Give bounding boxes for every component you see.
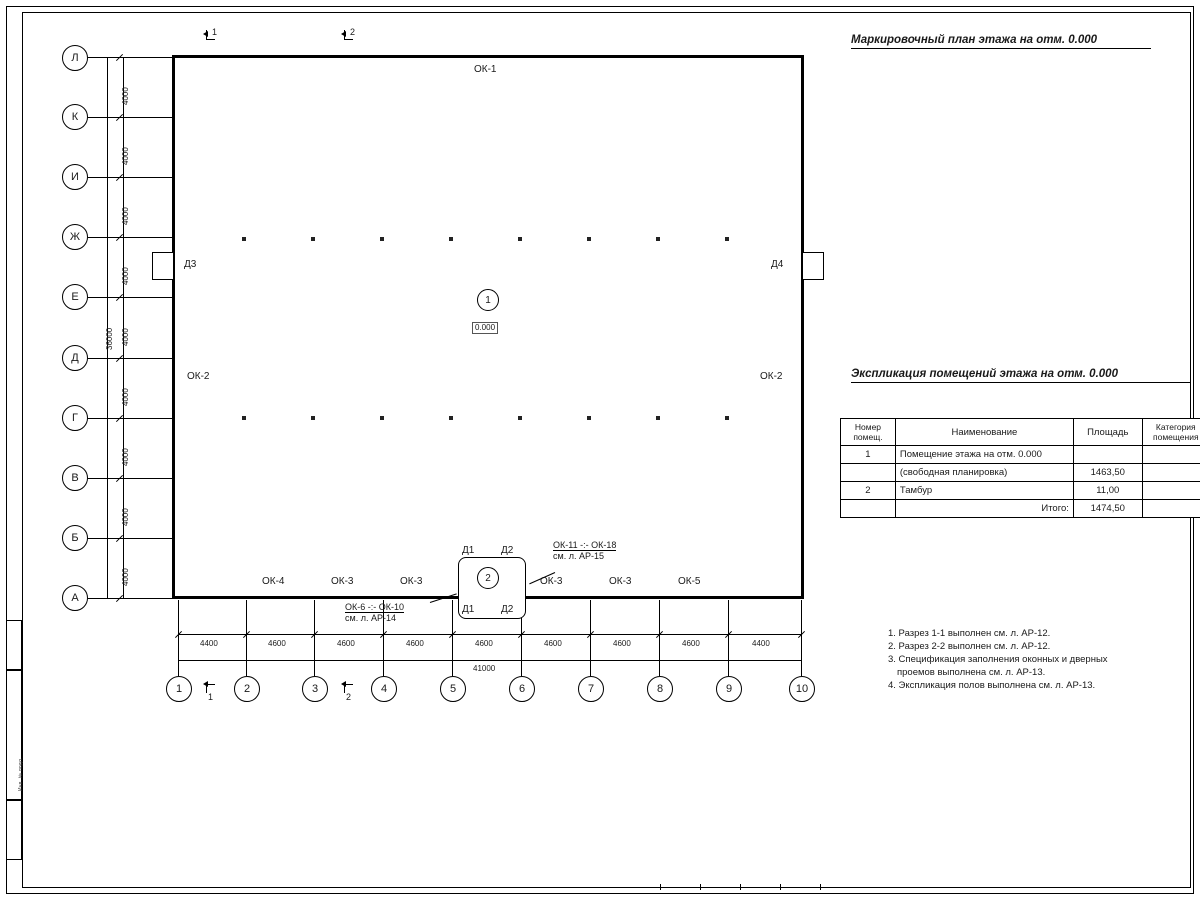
cell-cat-2 — [1142, 482, 1200, 500]
cell-total-blank — [841, 500, 896, 518]
door-label-d4: Д4 — [771, 259, 784, 270]
cell-number-0: 1 — [841, 446, 896, 464]
cell-cat-1 — [1142, 464, 1200, 482]
wall-left — [172, 55, 175, 599]
dim-horizontal-8: 4400 — [752, 639, 770, 648]
dim-vertical-total: 36000 — [105, 327, 114, 350]
stamp-box-2 — [6, 670, 22, 800]
cell-total-label: Итого: — [895, 500, 1073, 518]
door-label-d2-bottom: Д2 — [501, 604, 514, 615]
general-notes — [888, 627, 1108, 692]
wall-right — [801, 55, 804, 599]
section-mark-label-1-top: 1 — [212, 27, 218, 37]
window-label-bottom-2: ОК-3 — [400, 576, 423, 587]
axis-circle-d[interactable]: Д — [62, 345, 88, 371]
window-label-bottom-0: ОК-4 — [262, 576, 285, 587]
door-left-d3 — [152, 252, 174, 280]
dim-vertical-3: 4000 — [121, 267, 130, 285]
room-elevation-main: 0.000 — [472, 322, 498, 334]
sheet-bottom-tick-4 — [780, 884, 781, 890]
dim-horizontal-6: 4600 — [613, 639, 631, 648]
axis-line-5 — [452, 600, 453, 676]
cell-total-cat — [1142, 500, 1200, 518]
axis-line-1 — [178, 600, 179, 676]
column-dot — [656, 416, 660, 420]
section-mark-2-top-arrow — [341, 31, 346, 37]
axis-circle-zh[interactable]: Ж — [62, 224, 88, 250]
table-header-row — [841, 419, 1200, 446]
column-dot — [725, 237, 729, 241]
column-dot — [587, 416, 591, 420]
section-mark-label-2-bottom: 2 — [346, 692, 352, 702]
door-label-d1-top: Д1 — [462, 545, 475, 556]
dim-horizontal-7: 4600 — [682, 639, 700, 648]
axis-circle-a[interactable]: А — [62, 585, 88, 611]
dim-vertical-1: 4000 — [121, 147, 130, 165]
cell-area-2: 11,00 — [1073, 482, 1142, 500]
column-dot — [449, 416, 453, 420]
axis-circle-g[interactable]: Г — [62, 405, 88, 431]
sheet-bottom-tick-3 — [740, 884, 741, 890]
room-marker-tambour[interactable]: 2 — [477, 567, 499, 589]
column-dot — [242, 416, 246, 420]
header-area: Площадь — [1073, 419, 1142, 446]
axis-line-3 — [314, 600, 315, 676]
sheet-bottom-tick-2 — [700, 884, 701, 890]
axis-line-v — [88, 478, 173, 479]
dim-vertical-4: 4000 — [121, 328, 130, 346]
section-mark-1-top-arrow — [203, 31, 208, 37]
dim-horizontal-3: 4600 — [406, 639, 424, 648]
explication-title: Экспликация помещений этажа на отм. 0.000 — [851, 368, 1191, 383]
dim-horizontal-0: 4400 — [200, 639, 218, 648]
dim-horizontal-2: 4600 — [337, 639, 355, 648]
column-dot — [380, 237, 384, 241]
door-label-d2-top: Д2 — [501, 545, 514, 556]
column-dot — [311, 416, 315, 420]
callout-ok11-line2: см. л. АР-15 — [553, 551, 604, 561]
dim-vertical-0: 4000 — [121, 87, 130, 105]
door-label-d1-bottom: Д1 — [462, 604, 475, 615]
axis-circle-9[interactable]: 9 — [716, 676, 742, 702]
explication-table — [840, 418, 1200, 518]
wall-top — [172, 55, 804, 58]
sheet-bottom-tick-1 — [660, 884, 661, 890]
window-label-bottom-5: ОК-5 — [678, 576, 701, 587]
cell-area-1: 1463,50 — [1073, 464, 1142, 482]
section-mark-1-bot-arrow — [203, 681, 208, 687]
note-3: 3. Спецификация заполнения оконных и дверных — [888, 654, 1108, 665]
axis-line-l — [88, 57, 173, 58]
column-dot — [656, 237, 660, 241]
dim-vertical-5: 4000 — [121, 388, 130, 406]
axis-circle-5[interactable]: 5 — [440, 676, 466, 702]
axis-line-8 — [659, 600, 660, 676]
axis-circle-i[interactable]: И — [62, 164, 88, 190]
cell-name-2: Тамбур — [895, 482, 1073, 500]
stamp-label-1: Инв. № подл. — [18, 757, 24, 791]
axis-circle-8[interactable]: 8 — [647, 676, 673, 702]
axis-line-7 — [590, 600, 591, 676]
column-dot — [587, 237, 591, 241]
dim-vertical-6: 4000 — [121, 448, 130, 466]
column-dot — [518, 416, 522, 420]
column-dot — [242, 237, 246, 241]
callout-ok11-line1: ОК-11 -:- ОК-18 — [553, 540, 617, 550]
column-dot — [725, 416, 729, 420]
axis-circle-v[interactable]: В — [62, 465, 88, 491]
axis-circle-b[interactable]: Б — [62, 525, 88, 551]
axis-line-9 — [728, 600, 729, 676]
dim-horizontal-4: 4600 — [475, 639, 493, 648]
cell-total-value: 1474,50 — [1073, 500, 1142, 518]
door-label-d3: Д3 — [184, 259, 197, 270]
sheet-bottom-tick-5 — [820, 884, 821, 890]
window-label-left: ОК-2 — [187, 371, 210, 382]
dim-vertical-7: 4000 — [121, 508, 130, 526]
callout-ok6-line1: ОК-6 -:- ОК-10 — [345, 602, 404, 612]
callout-ok6-ok10 — [345, 602, 404, 623]
table-row — [841, 446, 1200, 464]
column-dot — [449, 237, 453, 241]
axis-circle-6[interactable]: 6 — [509, 676, 535, 702]
dim-vertical-2: 4000 — [121, 207, 130, 225]
cell-name-0: Помещение этажа на отм. 0.000 — [895, 446, 1073, 464]
axis-line-e — [88, 297, 173, 298]
axis-line-i — [88, 177, 173, 178]
axis-line-a — [88, 598, 173, 599]
window-label-right: ОК-2 — [760, 371, 783, 382]
callout-ok6-line2: см. л. АР-14 — [345, 613, 396, 623]
window-label-bottom-4: ОК-3 — [609, 576, 632, 587]
cell-number-1 — [841, 464, 896, 482]
header-category: Категория помещения — [1142, 419, 1200, 446]
dim-chain-horizontal — [178, 634, 802, 635]
axis-circle-k[interactable]: К — [62, 104, 88, 130]
axis-circle-e[interactable]: Е — [62, 284, 88, 310]
axis-line-10 — [801, 600, 802, 676]
section-mark-label-2-top: 2 — [350, 27, 356, 37]
column-dot — [311, 237, 315, 241]
note-2: 2. Разрез 2-2 выполнен см. л. АР-12. — [888, 641, 1051, 652]
cell-cat-0 — [1142, 446, 1200, 464]
window-label-bottom-3: ОК-3 — [540, 576, 563, 587]
section-mark-2-top-corner — [344, 39, 353, 40]
header-number: Номер помещ. — [841, 419, 896, 446]
section-mark-2-bot-arrow — [341, 681, 346, 687]
axis-line-d — [88, 358, 173, 359]
axis-circle-4[interactable]: 4 — [371, 676, 397, 702]
cell-number-2: 2 — [841, 482, 896, 500]
axis-line-zh — [88, 237, 173, 238]
dim-chain-horizontal-total — [178, 660, 802, 661]
axis-circle-10[interactable]: 10 — [789, 676, 815, 702]
note-3-cont: проемов выполнена см. л. АР-13. — [897, 667, 1046, 678]
axis-line-k — [88, 117, 173, 118]
section-mark-label-1-bottom: 1 — [208, 692, 214, 702]
dim-horizontal-5: 4600 — [544, 639, 562, 648]
window-label-bottom-1: ОК-3 — [331, 576, 354, 587]
stamp-box-1 — [6, 620, 22, 670]
axis-circle-1[interactable]: 1 — [166, 676, 192, 702]
column-dot — [518, 237, 522, 241]
table-row — [841, 464, 1200, 482]
table-total-row — [841, 500, 1200, 518]
plan-title: Маркировочный план этажа на отм. 0.000 — [851, 34, 1151, 49]
dim-horizontal-total: 41000 — [473, 664, 496, 673]
stamp-box-3 — [6, 800, 22, 860]
door-right-d4 — [802, 252, 824, 280]
cell-name-1: (свободная планировка) — [895, 464, 1073, 482]
room-marker-main[interactable]: 1 — [477, 289, 499, 311]
column-dot — [380, 416, 384, 420]
axis-circle-7[interactable]: 7 — [578, 676, 604, 702]
axis-circle-3[interactable]: 3 — [302, 676, 328, 702]
axis-line-b — [88, 538, 173, 539]
header-name: Наименование — [895, 419, 1073, 446]
note-1: 1. Разрез 1-1 выполнен см. л. АР-12. — [888, 628, 1051, 639]
axis-line-2 — [246, 600, 247, 676]
window-label-top: ОК-1 — [474, 64, 497, 75]
dim-vertical-8: 4000 — [121, 568, 130, 586]
dim-horizontal-1: 4600 — [268, 639, 286, 648]
table-row — [841, 482, 1200, 500]
axis-circle-2[interactable]: 2 — [234, 676, 260, 702]
note-4: 4. Экспликация полов выполнена см. л. АР-13. — [888, 680, 1096, 691]
callout-ok11-ok18 — [553, 540, 616, 561]
axis-circle-l[interactable]: Л — [62, 45, 88, 71]
cell-area-0 — [1073, 446, 1142, 464]
section-mark-1-top-corner — [206, 39, 215, 40]
axis-line-g — [88, 418, 173, 419]
